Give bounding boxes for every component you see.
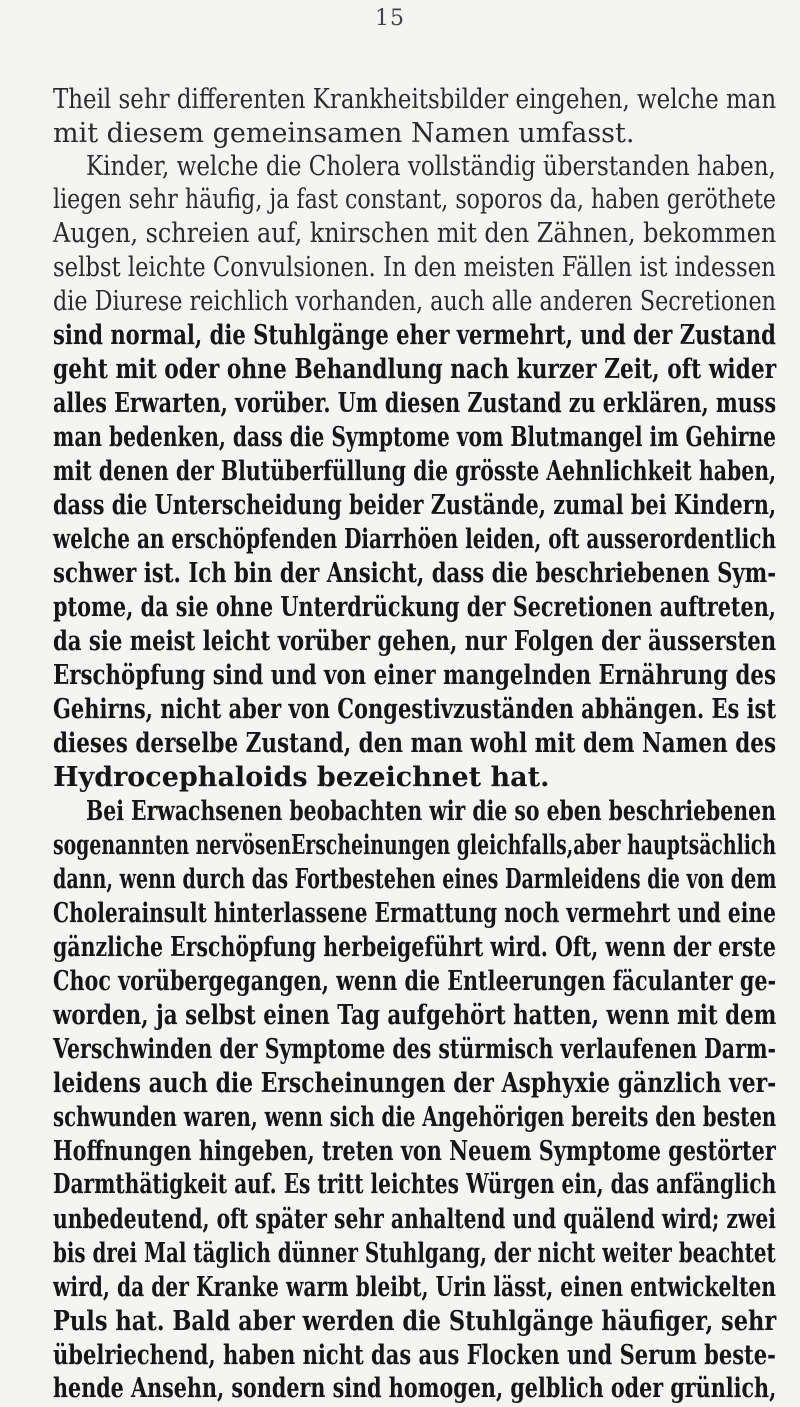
text-line: dieses derselbe Zustand, den man wohl mit dem Namen des [53, 728, 777, 759]
text-line: Kinder, welche die Cholera vollständig überstanden haben, [86, 151, 776, 182]
text-line: ptome, da sie ohne Unterdrückung der Secretionen auftreten, [53, 592, 777, 623]
page-number: 15 [375, 6, 405, 31]
text-line: Gehirns, nicht aber von Congestivzuständen abhängen. Es ist [53, 694, 777, 725]
text-line: Theil sehr differenten Krankheitsbilder eingehen, welche man [53, 84, 777, 115]
text-line: schwer ist. Ich bin der Ansicht, dass die beschriebenen Sym- [53, 558, 777, 589]
text-line: man bedenken, dass die Symptome vom Blutmangel im Gehirne [53, 422, 776, 453]
text-line: Puls hat. Bald aber werden die Stuhlgänge häufiger, sehr [53, 1306, 777, 1337]
text-line: alles Erwarten, vorüber. Um diesen Zustand zu erklären, muss [53, 388, 777, 419]
text-line: die Diurese reichlich vorhanden, auch alle anderen Secretionen [53, 286, 777, 317]
text-line: unbedeutend, oft später sehr anhaltend und quälend wird; zwei [53, 1204, 776, 1235]
text-line: Hoffnungen hingeben, treten von Neuem Symptome gestörter [53, 1136, 776, 1167]
text-line: liegen sehr häufig, ja fast constant, soporos da, haben geröthete [53, 184, 776, 215]
text-line: Choc vorübergegangen, wenn die Entleerungen fäculanter ge- [53, 966, 777, 997]
text-line: selbst leichte Convulsionen. In den meisten Fällen ist indessen [53, 252, 776, 283]
text-line: Erschöpfung sind und von einer mangelnden Ernährung des [53, 660, 776, 691]
text-line: mit denen der Blutüberfüllung die grösste Aehnlichkeit haben, [53, 456, 777, 487]
text-line: Cholerainsult hinterlassene Ermattung noch vermehrt und eine [53, 898, 776, 929]
text-line: mit diesem gemeinsamen Namen umfasst. [53, 118, 635, 149]
text-line: Verschwinden der Symptome des stürmisch verlaufenen Darm- [53, 1034, 777, 1065]
text-line: sind normal, die Stuhlgänge eher vermehrt, und der Zustand [53, 320, 776, 351]
text-line: Bei Erwachsenen beobachten wir die so eben beschriebenen [86, 796, 776, 827]
text-line: Hydrocephaloids bezeichnet hat. [53, 762, 550, 793]
text-line: leidens auch die Erscheinungen der Asphyxie gänzlich ver- [53, 1068, 777, 1099]
text-line: dass die Unterscheidung beider Zustände, zumal bei Kindern, [53, 490, 777, 521]
text-line: bis drei Mal täglich dünner Stuhlgang, der nicht weiter beachtet [53, 1238, 776, 1269]
text-line: da sie meist leicht vorüber gehen, nur Folgen der äussersten [53, 626, 777, 657]
text-line: worden, ja selbst einen Tag aufgehört hatten, wenn mit dem [53, 1000, 777, 1031]
text-line: wird, da der Kranke warm bleibt, Urin lässt, einen entwickelten [53, 1272, 776, 1303]
text-line: hende Ansehn, sondern sind homogen, gelblich oder grünlich, [53, 1373, 777, 1404]
text-line: sogenannten nervösenErscheinungen gleichfalls,aber hauptsächlich [53, 830, 777, 861]
text-line: Augen, schreien auf, knirschen mit den Zähnen, bekommen [53, 218, 777, 249]
text-line: dann, wenn durch das Fortbestehen eines Darmleidens die von dem [53, 864, 777, 895]
text-line: geht mit oder ohne Behandlung nach kurzer Zeit, oft wider [53, 354, 777, 385]
text-line: gänzliche Erschöpfung herbeigeführt wird. Oft, wenn der erste [53, 932, 776, 963]
text-line: übelriechend, haben nicht das aus Flocken und Serum beste- [53, 1340, 776, 1371]
text-line: schwunden waren, wenn sich die Angehörigen bereits den besten [53, 1102, 777, 1133]
text-line: Darmthätigkeit auf. Es tritt leichtes Würgen ein, das anfänglich [53, 1169, 777, 1200]
text-line: welche an erschöpfenden Diarrhöen leiden, oft ausserordentlich [53, 524, 776, 555]
